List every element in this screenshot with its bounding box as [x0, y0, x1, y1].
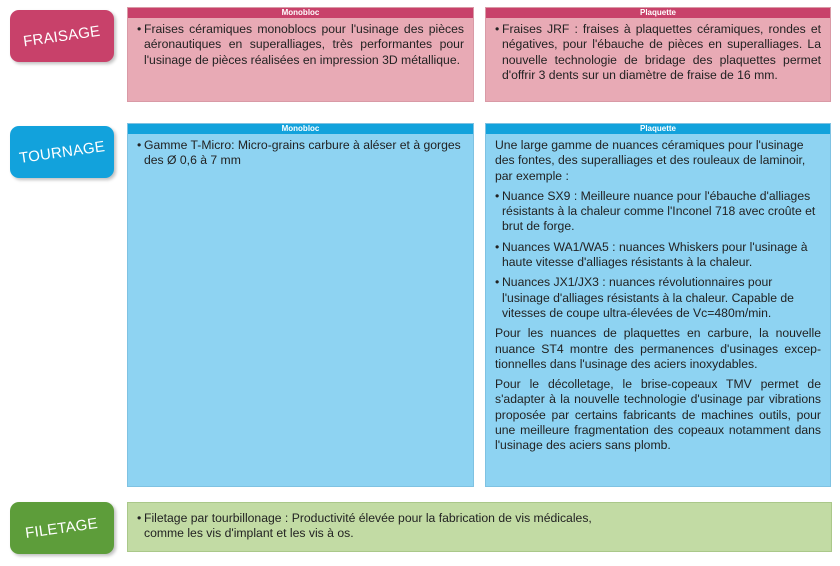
list-item [137, 511, 627, 542]
bullet-icon: • [495, 275, 500, 290]
panel-header: Plaquette [486, 124, 830, 134]
intro-text: Une large gamme de nuances céramiques pour l'usinage des fontes, des superalliages et des rouleaux de laminoir, par exemple : [495, 138, 806, 183]
section-tag-tournage [10, 126, 114, 178]
section-label: FILETAGE [24, 514, 100, 542]
tournage-plaquette-panel [485, 123, 831, 487]
list-item [137, 138, 464, 169]
item-text: Filetage par tourbillonage : Productivité élevée pour la fabrication de vis médicales, comme les vis d'implant et les vis à os. [144, 511, 592, 541]
list-item [495, 189, 821, 235]
item-text: Fraises JRF : fraises à plaquettes céramiques, rondes et négatives, pour l'ébauche de pièces en superalliages. La nouvelle technologie de bridage des plaquettes permet d'offrir 3 dents sur un diamètre de fraise de 16 mm. [502, 22, 821, 82]
bullet-icon: • [137, 138, 142, 152]
bullet-icon: • [137, 22, 142, 36]
section-tag-filetage [10, 502, 114, 554]
item-text: Nuances JX1/JX3 : nuances révolutionnaires pour l'usinage d'alliages résistants à la chaleur. Capable de vitesses de coupe ultra-élevées de Vc=480m/min. [502, 275, 794, 320]
fraisage-monobloc-panel [127, 7, 474, 102]
tournage-monobloc-panel [127, 123, 474, 487]
section-tag-fraisage [10, 10, 114, 62]
fraisage-plaquette-panel [485, 7, 831, 102]
section-label: FRAISAGE [22, 22, 102, 50]
bullet-icon: • [137, 511, 142, 525]
panel-header: Monobloc [128, 124, 473, 134]
list-item [495, 275, 821, 321]
bullet-icon: • [495, 188, 500, 203]
item-text: Nuances WA1/WA5 : nuances Whiskers pour l'usinage à haute vitesse d'alliages résistants à la chaleur. [502, 239, 808, 270]
panel-header: Plaquette [486, 8, 830, 18]
bullet-icon: • [495, 239, 500, 254]
bullet-icon: • [495, 22, 500, 36]
section-label: TOURNAGE [18, 137, 106, 167]
item-text: Gamme T-Micro: Micro-grains carbure à aléser et à gorges des Ø 0,6 à 7 mm [144, 138, 461, 168]
list-item [495, 240, 821, 271]
paragraph: Pour le décolletage, le brise-copeaux TMV permet de s'adapter à la nouvelle technologie d'usinage par vibrations proposée par certains fabricants de machines outils, pour une meilleure fragmentation des copeaux notamment dans l'usinage des aciers sans plomb. [495, 377, 821, 453]
paragraph: Pour les nuances de plaquettes en carbure, la nouvelle nuance ST4 montre des permanences d'usinages exceptionnelles dans l'usinage des aciers inoxydables. [495, 326, 821, 371]
list-item [495, 22, 821, 83]
filetage-panel [127, 502, 832, 552]
panel-header: Monobloc [128, 8, 473, 18]
list-item [137, 22, 464, 68]
item-text: Nuance SX9 : Meilleure nuance pour l'ébauche d'alliages résistants à la chaleur comme l'Inconel 718 avec croûte et brut de forge. [502, 188, 816, 234]
item-text: Fraises céramiques monoblocs pour l'usinage des pièces aéronautiques en superalliages, très performantes pour l'usinage de pièces réalisées en impression 3D métallique. [144, 22, 464, 67]
